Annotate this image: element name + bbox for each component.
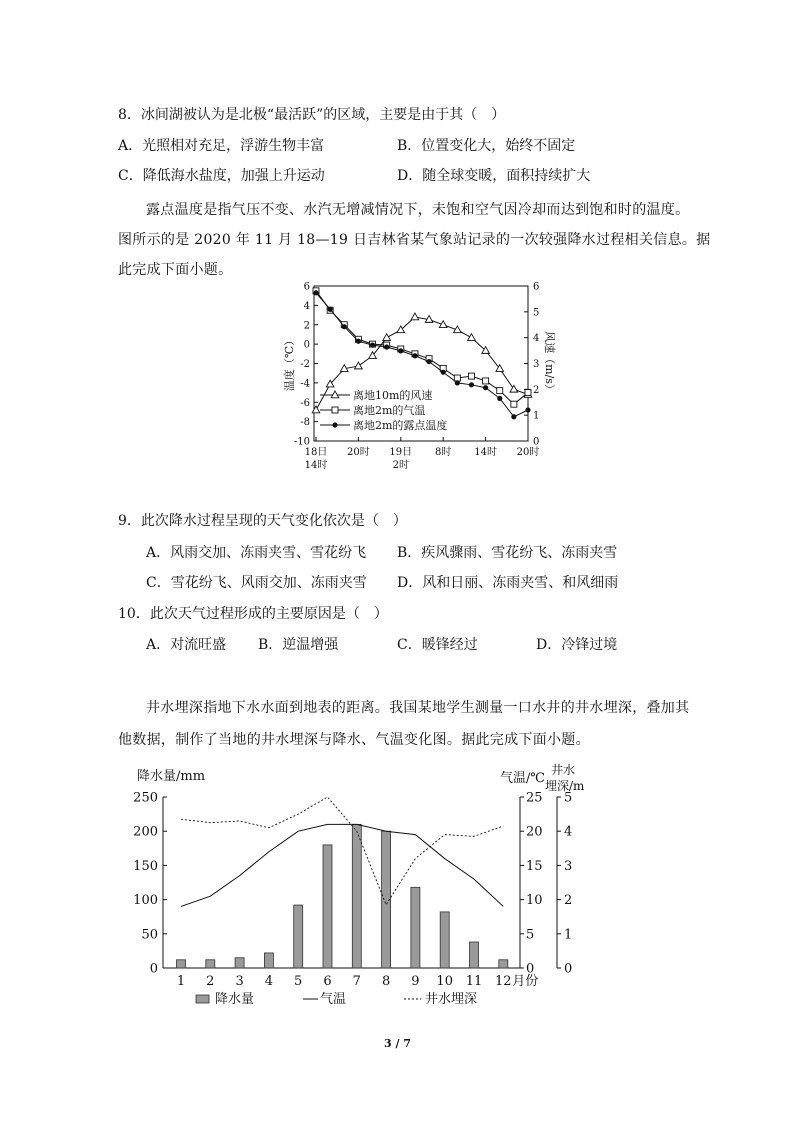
dew-point-point: [398, 348, 403, 353]
month-tick-label: 7: [352, 974, 361, 989]
month-tick-label: 4: [264, 974, 274, 989]
dew-point-point: [441, 370, 446, 375]
q10-stem: 10．此次天气过程形成的主要原因是（ ）: [118, 606, 388, 622]
x-tick-label: 8时: [435, 447, 452, 458]
month-tick-label: 1: [176, 974, 186, 989]
well-depth-line: [181, 797, 503, 905]
wind-speed-point: [468, 334, 476, 341]
precipitation-bar: [499, 960, 508, 968]
q9-option-b[interactable]: B．疾风骤雨、雪花纷飞、冻雨夹雪: [397, 545, 618, 561]
precipitation-bar: [206, 960, 215, 968]
x-tick-label: 14时: [474, 447, 497, 458]
dew-point-point: [455, 380, 460, 385]
month-axis-suffix: 月份: [512, 974, 539, 989]
x-tick-label: 18日: [304, 447, 328, 458]
dew-point-point: [483, 385, 488, 390]
legend-circle-marker: [332, 422, 337, 427]
wind-speed-point: [312, 406, 320, 413]
legend-label: 离地10m的风速: [353, 389, 433, 402]
q8-option-b[interactable]: B．位置变化大，始终不固定: [397, 138, 576, 154]
temperature-point: [454, 375, 460, 381]
x-tick-label: 20时: [516, 447, 540, 458]
dew-point-point: [426, 359, 431, 364]
q10-option-d[interactable]: D．冷锋过境: [536, 637, 618, 653]
temperature-point: [511, 401, 517, 407]
right-axis-title: 气温/℃: [500, 771, 545, 786]
precipitation-bar: [323, 845, 332, 968]
q8-option-a[interactable]: A．光照相对充足，浮游生物丰富: [118, 138, 325, 154]
dew-point-point: [342, 324, 347, 329]
left-tick-label: 100: [133, 893, 158, 909]
left-tick-label: 150: [133, 858, 158, 874]
precipitation-bar: [352, 824, 361, 968]
dew-point-point: [384, 344, 389, 349]
month-tick-label: 11: [465, 974, 483, 989]
right-tick-label: 5: [533, 307, 540, 319]
right-tick-label: 0: [526, 961, 535, 977]
legend-square-marker: [332, 407, 338, 413]
month-tick-label: 3: [235, 974, 244, 989]
passage2-line2: 他数据，制作了当地的井水埋深与降水、气温变化图。据此完成下面小题。: [118, 732, 590, 748]
right-axis-title: 风速（m/s）: [543, 331, 556, 395]
page-number: 3 / 7: [384, 1037, 411, 1050]
x-tick-label: 20时: [347, 447, 370, 458]
legend-label: 离地2m的露点温度: [353, 419, 448, 432]
month-tick-label: 12: [495, 974, 512, 989]
left-tick-label: 6: [303, 281, 310, 293]
right-tick-label: 15: [526, 858, 543, 874]
depth-axis-title-line1: 井水: [551, 763, 576, 777]
left-tick-label: 4: [303, 300, 310, 312]
precipitation-bar: [440, 912, 449, 968]
depth-tick-label: 0: [564, 961, 573, 977]
q10-option-a[interactable]: A．对流旺盛: [146, 637, 227, 653]
q10-option-c[interactable]: C．暖锋经过: [397, 637, 478, 653]
depth-tick-label: 4: [564, 824, 573, 840]
legend-bar-swatch: [196, 995, 209, 1003]
precipitation-bar: [294, 905, 303, 968]
right-tick-label: 0: [533, 436, 540, 448]
dew-point-point: [497, 396, 502, 401]
depth-tick-label: 5: [564, 790, 573, 806]
left-tick-label: 2: [303, 320, 310, 332]
passage1-line3: 此完成下面小题。: [118, 262, 233, 278]
left-tick-label: 0: [149, 961, 158, 977]
q8-stem: 8．冰间湖被认为是北极“最活跃”的区域，主要是由于其（ ）: [118, 107, 506, 123]
x-tick-label-line2: 14时: [304, 460, 328, 471]
weather-chart: [278, 278, 556, 483]
dew-point-point: [370, 342, 375, 347]
dew-point-point: [412, 353, 417, 358]
dew-point-point: [469, 382, 474, 387]
right-tick-label: 25: [526, 790, 543, 806]
precipitation-bar: [264, 953, 273, 968]
legend-triangle-marker: [331, 391, 339, 398]
q10-option-b[interactable]: B．逆温增强: [258, 637, 339, 653]
depth-tick-label: 3: [564, 858, 573, 874]
left-tick-label: 0: [303, 339, 310, 351]
precipitation-bar: [235, 958, 244, 968]
left-tick-label: -4: [300, 378, 310, 390]
right-tick-label: 20: [526, 824, 543, 840]
passage1-line1: 露点温度是指气压不变、水汽无增减情况下，未饱和空气因冷却而达到饱和时的温度。: [146, 202, 690, 218]
left-tick-label: 50: [141, 927, 158, 943]
left-axis-title: 降水量/mm: [137, 769, 206, 784]
series-line: [316, 291, 528, 404]
left-tick-label: -10: [293, 436, 310, 448]
precipitation-bar: [411, 887, 420, 968]
month-tick-label: 10: [436, 974, 453, 989]
temperature-point: [483, 378, 489, 384]
month-tick-label: 6: [323, 974, 332, 989]
well-chart: [120, 758, 585, 1016]
passage1-line2: 图所示的是 2020 年 11 月 18—19 日吉林省某气象站记录的一次较强降水过程相关信息。据: [118, 232, 711, 248]
right-tick-label: 6: [533, 281, 540, 293]
dew-point-point: [356, 339, 361, 344]
temperature-point: [468, 373, 474, 379]
month-tick-label: 2: [206, 974, 215, 989]
left-tick-label: 250: [133, 790, 158, 806]
x-tick-label: 19日: [389, 447, 413, 458]
dew-point-point: [313, 290, 318, 295]
x-tick-label-line2: 2时: [392, 460, 409, 471]
left-tick-label: -8: [300, 417, 310, 429]
dew-point-point: [511, 414, 516, 419]
right-tick-label: 1: [533, 410, 540, 422]
legend-label: 气温: [320, 992, 347, 1007]
q9-option-c[interactable]: C．雪花纷飞、风雨交加、冻雨夹雪: [146, 575, 367, 591]
right-tick-label: 3: [533, 359, 540, 370]
q8-option-c[interactable]: C．降低海水盐度，加强上升运动: [118, 168, 325, 184]
month-tick-label: 9: [411, 974, 420, 989]
left-tick-label: 200: [133, 824, 158, 840]
q8-option-d[interactable]: D．随全球变暖，面积持续扩大: [397, 168, 591, 184]
wind-speed-point: [383, 334, 391, 341]
temperature-point: [525, 390, 531, 396]
right-tick-label: 2: [533, 384, 540, 396]
depth-tick-label: 2: [564, 893, 573, 909]
dew-point-point: [328, 307, 333, 312]
left-axis-title: 温度（℃）: [283, 334, 296, 392]
passage2-line1: 井水埋深指地下水水面到地表的距离。我国某地学生测量一口水井的井水埋深，叠加其: [146, 700, 690, 716]
q9-stem: 9．此次降水过程呈现的天气变化依次是（ ）: [118, 513, 407, 529]
q9-option-d[interactable]: D．风和日丽、冻雨夹雪、和风细雨: [397, 575, 619, 591]
q9-option-a[interactable]: A．风雨交加、冻雨夹雪、雪花纷飞: [146, 545, 367, 561]
month-tick-label: 5: [294, 974, 303, 989]
right-tick-label: 4: [533, 333, 540, 345]
precipitation-bar: [177, 960, 186, 968]
precipitation-bar: [470, 942, 479, 968]
temperature-point: [497, 388, 503, 394]
wind-speed-point: [355, 362, 363, 369]
right-tick-label: 10: [526, 893, 543, 909]
depth-tick-label: 1: [564, 927, 573, 943]
dew-point-point: [525, 407, 530, 412]
left-tick-label: -6: [300, 397, 310, 409]
temperature-line: [181, 824, 503, 906]
month-tick-label: 8: [381, 974, 391, 989]
depth-axis-title-line2: 埋深/m: [545, 779, 585, 793]
right-tick-label: 5: [526, 927, 535, 943]
legend-label: 井水埋深: [425, 992, 478, 1007]
wind-speed-point: [411, 313, 419, 320]
wind-speed-point: [510, 385, 518, 392]
legend-label: 降水量: [215, 992, 255, 1007]
left-tick-label: -2: [300, 359, 310, 370]
legend-label: 离地2m的气温: [353, 404, 426, 417]
